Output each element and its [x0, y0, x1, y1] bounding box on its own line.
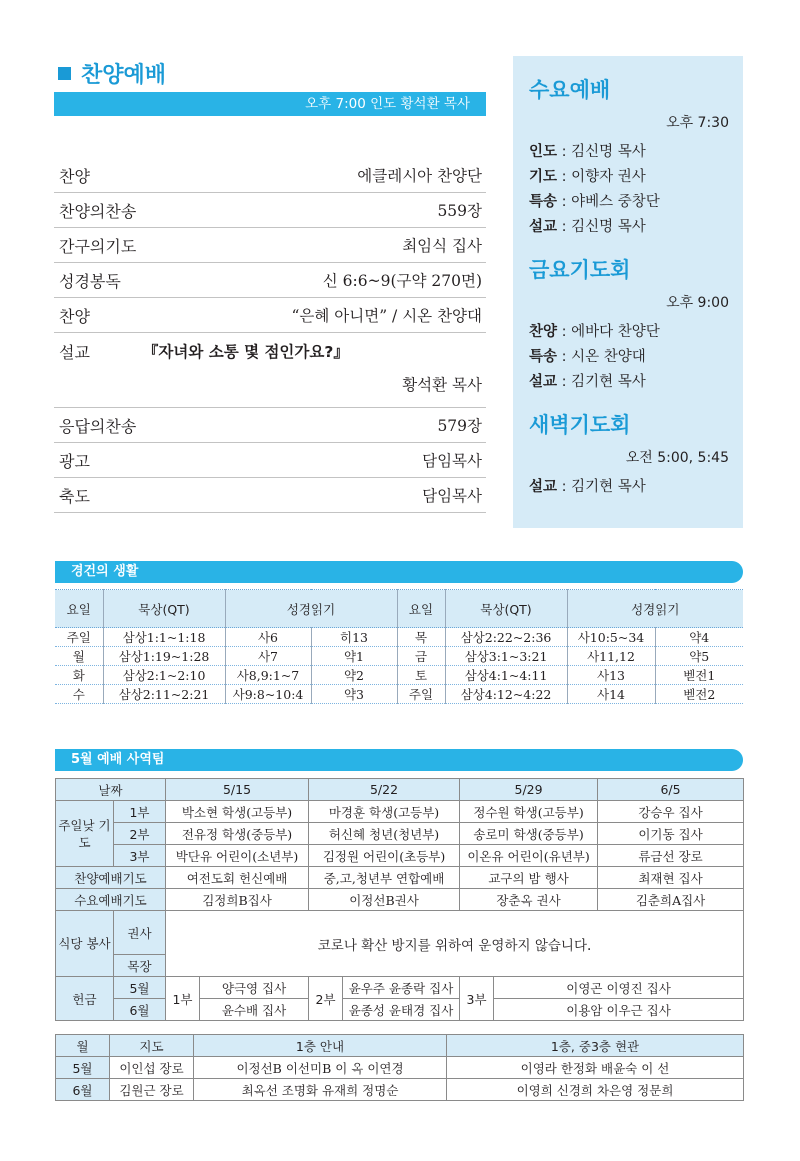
order-row [54, 158, 486, 193]
table-row [56, 999, 744, 1021]
service-line: 기도 : 이향자 권사 [529, 169, 646, 185]
name-cell: 박소현 학생(고등부) [166, 801, 309, 823]
order-label: 응답의찬송 [59, 416, 137, 436]
name-cell: 김춘희A집사 [598, 889, 744, 911]
sermon-row [54, 333, 486, 408]
wednesday-title: 수요예배 [529, 78, 611, 102]
order-value: 신 6:6~9(구약 270면) [322, 272, 482, 290]
table-row [55, 628, 743, 647]
name-cell: 박단유 어린이(소년부) [166, 845, 309, 867]
devotion-header-row [55, 590, 743, 628]
month-label: 6월 [114, 999, 166, 1021]
friday-time: 오후 9:00 [666, 295, 729, 311]
reading-cell: 사11,12 [567, 647, 655, 666]
part-label: 3부 [114, 845, 166, 867]
name-cell: 이영곤 이영진 집사 [494, 977, 744, 999]
header-day: 요일 [55, 590, 103, 628]
sermon-preacher: 황석환 목사 [402, 376, 482, 394]
order-label: 찬양 [59, 166, 90, 186]
date-cell: 5/22 [309, 779, 460, 801]
header-month: 월 [56, 1035, 110, 1057]
friday-title: 금요기도회 [529, 258, 631, 282]
order-value: 에클레시아 찬양단 [357, 167, 482, 185]
month-label: 5월 [114, 977, 166, 999]
reading-cell: 벧전2 [655, 685, 743, 704]
reading-cell: 히13 [311, 628, 397, 647]
day-cell: 주일 [55, 628, 103, 647]
header-reading: 성경읽기 [225, 590, 397, 628]
name-cell: 이영라 한정화 배윤숙 이 선 [447, 1057, 744, 1079]
name-cell: 송로미 학생(중등부) [460, 823, 598, 845]
order-value: 담임목사 [422, 487, 482, 505]
service-line: 특송 : 야베스 중창단 [529, 194, 660, 210]
qt-cell: 삼상4:1~4:11 [445, 666, 567, 685]
name-cell: 전유정 학생(중등부) [166, 823, 309, 845]
name-cell: 이용암 이우근 집사 [494, 999, 744, 1021]
name-cell: 정수원 학생(고등부) [460, 801, 598, 823]
wed-prayer-label: 수요예배기도 [56, 889, 166, 911]
header-entrance: 1층, 중3층 현관 [447, 1035, 744, 1057]
order-row [54, 408, 486, 443]
order-row [54, 228, 486, 263]
cafeteria-sub-label: 권사 [114, 911, 166, 955]
name-cell: 최재현 집사 [598, 867, 744, 889]
reading-cell: 약2 [311, 666, 397, 685]
day-cell: 주일 [397, 685, 445, 704]
dawn-time: 오전 5:00, 5:45 [625, 450, 729, 466]
team-date-row [56, 779, 744, 801]
order-value: 559장 [437, 202, 482, 220]
wednesday-time: 오후 7:30 [666, 115, 729, 131]
qt-cell: 삼상2:22~2:36 [445, 628, 567, 647]
table-row [56, 1057, 744, 1079]
dawn-title: 새벽기도회 [529, 413, 631, 437]
service-line: 인도 : 김신명 목사 [529, 144, 646, 160]
offering-label: 헌금 [56, 977, 114, 1021]
qt-cell: 삼상2:11~2:21 [103, 685, 225, 704]
devotion-header-bar: 경건의 생활 [55, 561, 743, 583]
table-row [55, 685, 743, 704]
reading-cell: 사8,9:1~7 [225, 666, 311, 685]
table-row [55, 647, 743, 666]
order-label: 성경봉독 [59, 271, 121, 291]
reading-cell: 약4 [655, 628, 743, 647]
cafeteria-note: 코로나 확산 방지를 위하여 운영하지 않습니다. [166, 911, 744, 977]
service-schedule-panel [513, 56, 743, 528]
name-cell: 허신혜 청년(청년부) [309, 823, 460, 845]
usher-table [55, 1034, 744, 1101]
order-label: 간구의기도 [59, 236, 137, 256]
wednesday-service [529, 74, 729, 240]
name-cell: 윤종성 윤태경 집사 [343, 999, 460, 1021]
name-cell: 이온유 어린이(유년부) [460, 845, 598, 867]
name-cell: 김원근 장로 [110, 1079, 194, 1101]
order-label: 축도 [59, 486, 90, 506]
name-cell: 중,고,청년부 연합예배 [309, 867, 460, 889]
table-row [55, 666, 743, 685]
reading-cell: 사10:5~34 [567, 628, 655, 647]
day-cell: 토 [397, 666, 445, 685]
square-bullet-icon [58, 67, 71, 80]
name-cell: 이기동 집사 [598, 823, 744, 845]
qt-cell: 삼상4:12~4:22 [445, 685, 567, 704]
reading-cell: 약1 [311, 647, 397, 666]
service-line: 찬양 : 에바다 찬양단 [529, 324, 660, 340]
name-cell: 김정희B집사 [166, 889, 309, 911]
reading-cell: 사13 [567, 666, 655, 685]
part-label: 1부 [166, 977, 200, 1021]
header-guide: 지도 [110, 1035, 194, 1057]
dawn-service [529, 409, 729, 500]
devotion-table [55, 589, 743, 704]
order-list [54, 158, 486, 513]
header-qt: 묵상(QT) [103, 590, 225, 628]
service-line: 설교 : 김신명 목사 [529, 219, 646, 235]
table-row [56, 867, 744, 889]
name-cell: 여전도회 헌신예배 [166, 867, 309, 889]
cafeteria-label: 식당 봉사 [56, 911, 114, 977]
section-title [58, 58, 166, 89]
month-label: 6월 [56, 1079, 110, 1101]
name-cell: 마경훈 학생(고등부) [309, 801, 460, 823]
table-row [56, 801, 744, 823]
order-value: 최임식 집사 [402, 237, 482, 255]
table-row [56, 977, 744, 999]
order-row [54, 478, 486, 513]
reading-cell: 사7 [225, 647, 311, 666]
service-line: 설교 : 김기현 목사 [529, 479, 646, 495]
time-bar: 오후 7:00 인도 황석환 목사 [54, 92, 486, 116]
qt-cell: 삼상2:1~2:10 [103, 666, 225, 685]
name-cell: 양극영 집사 [200, 977, 309, 999]
section-title-text: 찬양예배 [81, 63, 167, 88]
qt-cell: 삼상1:19~1:28 [103, 647, 225, 666]
order-row [54, 193, 486, 228]
name-cell: 최옥선 조명화 유재희 정명순 [194, 1079, 447, 1101]
part-label: 2부 [309, 977, 343, 1021]
reading-cell: 벧전1 [655, 666, 743, 685]
reading-cell: 사9:8~10:4 [225, 685, 311, 704]
name-cell: 장춘옥 권사 [460, 889, 598, 911]
table-row [56, 889, 744, 911]
service-line: 설교 : 김기현 목사 [529, 374, 646, 390]
name-cell: 이인섭 장로 [110, 1057, 194, 1079]
name-cell: 윤수배 집사 [200, 999, 309, 1021]
part-label: 3부 [460, 977, 494, 1021]
part-label: 1부 [114, 801, 166, 823]
sunday-prayer-label: 주일낮 기도 [56, 801, 114, 867]
team-header-bar: 5월 예배 사역팀 [55, 749, 743, 771]
order-value: 담임목사 [422, 452, 482, 470]
header-day: 요일 [397, 590, 445, 628]
header-reading: 성경읽기 [567, 590, 743, 628]
order-label: 광고 [59, 451, 90, 471]
name-cell: 류금선 장로 [598, 845, 744, 867]
table-row [56, 911, 744, 955]
sermon-title: 『자녀와 소통 몇 점인가요?』 [142, 343, 349, 361]
day-cell: 목 [397, 628, 445, 647]
order-value: “은혜 아니면” / 시온 찬양대 [291, 307, 482, 325]
part-label: 2부 [114, 823, 166, 845]
order-row [54, 263, 486, 298]
name-cell: 윤우주 윤종락 집사 [343, 977, 460, 999]
qt-cell: 삼상1:1~1:18 [103, 628, 225, 647]
reading-cell: 약5 [655, 647, 743, 666]
name-cell: 강승우 집사 [598, 801, 744, 823]
day-cell: 월 [55, 647, 103, 666]
praise-prayer-label: 찬양예배기도 [56, 867, 166, 889]
table-row [56, 823, 744, 845]
day-cell: 금 [397, 647, 445, 666]
qt-cell: 삼상3:1~3:21 [445, 647, 567, 666]
name-cell: 김정원 어린이(초등부) [309, 845, 460, 867]
table-row [56, 1079, 744, 1101]
month-label: 5월 [56, 1057, 110, 1079]
name-cell: 이정선B 이선미B 이 옥 이연경 [194, 1057, 447, 1079]
date-label: 날짜 [56, 779, 166, 801]
header-floor1: 1층 안내 [194, 1035, 447, 1057]
name-cell: 이정선B권사 [309, 889, 460, 911]
name-cell: 이영희 신경희 차은영 정문희 [447, 1079, 744, 1101]
reading-cell: 사14 [567, 685, 655, 704]
usher-header-row [56, 1035, 744, 1057]
order-label: 찬양의찬송 [59, 201, 137, 221]
ministry-team-table [55, 778, 744, 1021]
cafeteria-sub-label: 목장 [114, 955, 166, 977]
date-cell: 6/5 [598, 779, 744, 801]
table-row [56, 845, 744, 867]
day-cell: 화 [55, 666, 103, 685]
date-cell: 5/29 [460, 779, 598, 801]
header-qt: 묵상(QT) [445, 590, 567, 628]
order-row [54, 443, 486, 478]
sermon-label: 설교 [59, 342, 90, 362]
date-cell: 5/15 [166, 779, 309, 801]
day-cell: 수 [55, 685, 103, 704]
order-label: 찬양 [59, 306, 90, 326]
order-value: 579장 [437, 417, 482, 435]
reading-cell: 약3 [311, 685, 397, 704]
reading-cell: 사6 [225, 628, 311, 647]
order-row [54, 298, 486, 333]
friday-service [529, 254, 729, 395]
name-cell: 교구의 밤 행사 [460, 867, 598, 889]
service-line: 특송 : 시온 찬양대 [529, 349, 646, 365]
